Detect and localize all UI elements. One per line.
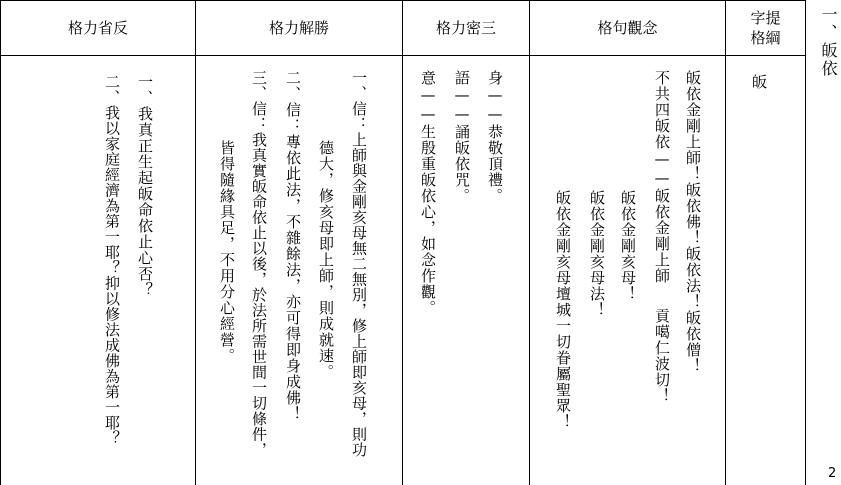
- header-reflection: 格力省反: [67, 19, 128, 37]
- secret-speech: 語——誦皈依咒。: [453, 70, 471, 204]
- col-divider-5: [725, 0, 726, 485]
- header-concept: 格句觀念: [597, 19, 658, 37]
- benefit-line-3: 二、信：專依此法，不雜餘法，亦可得即身成佛！: [284, 70, 302, 422]
- concept-line-2b: 貢噶仁波切！: [653, 308, 671, 404]
- benefit-line-4: 三、信：我真實皈命依止以後，於法所需世間一切條件，: [250, 70, 268, 458]
- concept-line-3: 皈依金剛亥母！: [619, 190, 637, 302]
- header-outline: [726, 0, 805, 56]
- page-number: 2: [828, 466, 837, 481]
- col-divider-6: [805, 0, 806, 485]
- col-divider-3: [402, 0, 403, 485]
- benefit-line-2: 德大，修亥母即上師，則成就速。: [317, 140, 335, 380]
- col-divider-2: [195, 0, 196, 485]
- secret-body: 身——恭敬頂禮。: [486, 70, 504, 204]
- col-divider-1: [0, 0, 1, 485]
- concept-line-4: 皈依金剛亥母法！: [588, 190, 606, 318]
- outline-keyword: 皈: [750, 74, 768, 90]
- benefit-line-1: 一、信：上師與金剛亥母無二無別，修上師即亥母，則功: [350, 70, 368, 458]
- col-divider-4: [529, 0, 530, 485]
- reflection-line-1: 一、我真正生起皈命依止心否？: [136, 74, 154, 298]
- section-title: 一、皈依: [819, 6, 838, 78]
- header-benefit: 格力解勝: [268, 19, 329, 37]
- secret-mind: 意——生殷重皈依心，如念作觀。: [419, 70, 437, 316]
- benefit-line-5: 皆得隨緣具足，不用分心經營。: [218, 140, 236, 364]
- header-outline-line1: 字提: [750, 9, 781, 27]
- concept-line-2a: 不共四皈依——皈依金剛上師: [653, 70, 671, 284]
- header-secret: 格力密三: [435, 19, 496, 37]
- header-outline-line2: 格綱: [750, 29, 781, 47]
- concept-line-1: 皈依金剛上師！皈依佛！皈依法！皈依僧！: [684, 70, 702, 374]
- concept-line-5: 皈依金剛亥母壇城一切眷屬聖眾！: [554, 190, 572, 430]
- reflection-line-2: 二、我以家庭經濟為第一耶？抑以修法成佛為第一耶？: [103, 74, 121, 446]
